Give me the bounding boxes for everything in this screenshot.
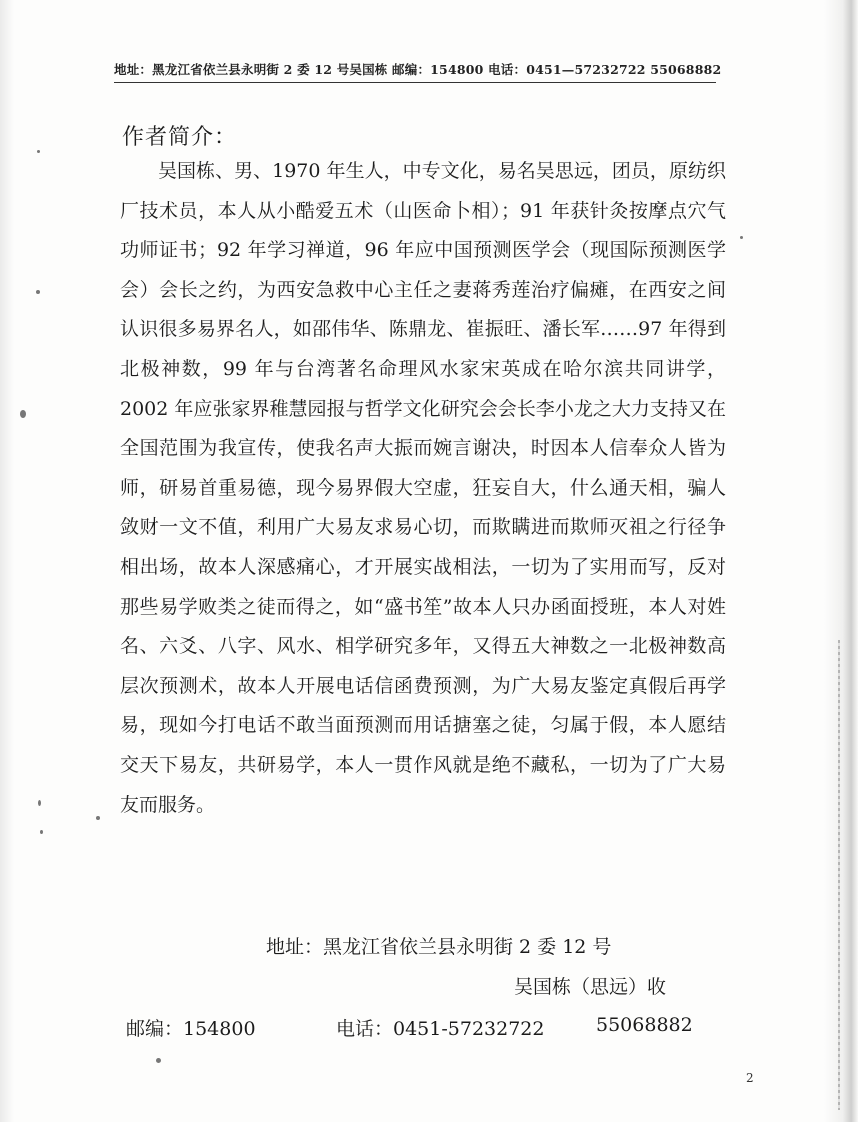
scan-speck: [37, 150, 40, 153]
footer-phone-2: 55068882: [596, 1014, 693, 1036]
scan-speck: [740, 236, 743, 239]
bio-paragraph: 吴国栋、男、1970 年生人，中专文化，易名吴思远，团员，原纺织厂技术员，本人从小酷爱五术（山医命卜相）；91 年获针灸按摩点穴气功师证书；92 年学习禅道，96 年应中国预测医学会（现国际预测医学会）会长之约，为西安急救中心主任之妻蒋秀莲治疗偏瘫，在西安之间认识很多易界名人，如邵伟华、陈鼎龙、崔振旺、潘长军……97 年得到北极神数，99 年与台湾著名命理风水家宋英成在哈尔滨共同讲学，2002 年应张家界稚慧园报与哲学文化研究会会长李小龙之大力支持又在全国范围为我宣传，使我名声大振而婉言谢决，时因本人信奉众人皆为师，研易首重易德，现今易界假大空虚，狂妄自大，什么通天相，骗人敛财一文不值，利用广大易友求易心切，而欺瞒进而欺师灭祖之行径争相出场，故本人深感痛心，才开展实战相法，一切为了实用而写，反对那些易学败类之徒而得之，如“盛书笙”故本人只办函面授班，本人对姓名、六爻、八字、风水、相学研究多年，又得五大神数之一北极神数高层次预测术，故本人开展电话信函费预测，为广大易友鉴定真假后再学易，现如今打电话不敢当面预测而用话搪塞之徒，匀属于假，本人愿结交天下易友，共研易学，本人一贯作风就是绝不藏私，一切为了广大易友而服务。: [120, 160, 726, 816]
footer-postcode: 邮编：154800: [126, 1018, 256, 1040]
scan-binding-mark: [838, 640, 840, 1110]
letterhead-rule: [114, 82, 716, 83]
footer-phone: 电话：0451-57232722: [336, 1018, 545, 1040]
scan-speck: [40, 830, 43, 834]
page-number: 2: [746, 1071, 754, 1085]
scan-speck: [96, 816, 100, 820]
scan-speck: [156, 1058, 161, 1063]
footer-recipient: 吴国栋（思远）收: [514, 976, 667, 998]
scan-speck: [38, 800, 41, 806]
scan-speck: [36, 290, 40, 294]
scan-left-edge: [0, 0, 14, 1122]
scan-right-edge: [824, 0, 858, 1122]
footer-address: 地址：黑龙江省依兰县永明街 2 委 12 号: [266, 936, 612, 958]
letterhead-contact: 地址：黑龙江省依兰县永明街 2 委 12 号吴国栋 邮编：154800 电话：0451—57232722 55068882: [114, 62, 722, 77]
author-bio: [120, 152, 726, 825]
page-title: 作者简介：: [122, 125, 238, 150]
scan-speck: [20, 410, 26, 418]
